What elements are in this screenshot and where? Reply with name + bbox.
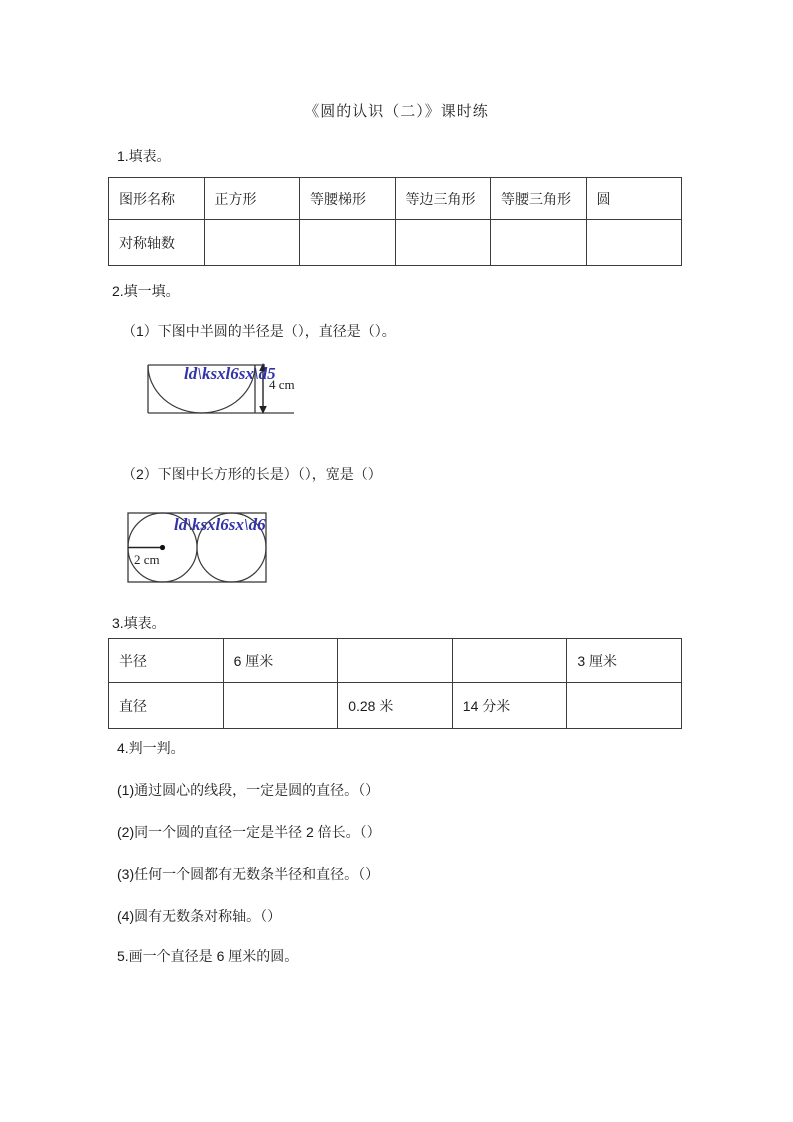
- table-cell-circle: 圆: [586, 178, 682, 220]
- table-cell-isosceles-trapezoid: 等腰梯形: [300, 178, 396, 220]
- table-cell-blank: [223, 683, 338, 729]
- table-cell-radius-value: 3 厘米: [567, 639, 682, 683]
- radius-dimension-label: 2 cm: [134, 552, 160, 567]
- table-cell-equilateral-triangle: 等边三角形: [395, 178, 491, 220]
- question-2-2: （2）下图中长方形的长是）（），宽是（）: [122, 466, 382, 482]
- two-circles-figure: [126, 508, 278, 586]
- table-cell-blank: [567, 683, 682, 729]
- table-row: [109, 178, 682, 220]
- table-cell-blank: [452, 639, 567, 683]
- section-5-label: 5.画一个直径是 6 厘米的圆。: [117, 948, 299, 964]
- table-cell-blank: [300, 220, 396, 266]
- section-1-label: 1.填表。: [117, 148, 171, 164]
- watermark-text: ld\ksxl6sx\d6: [174, 515, 266, 534]
- table-row: [109, 220, 682, 266]
- table-row: [109, 639, 682, 683]
- judge-item-3: (3)任何一个圆都有无数条半径和直径。（）: [117, 866, 380, 882]
- table-cell-blank: [586, 220, 682, 266]
- watermark-text: ld\ksxl6sx\d5: [184, 364, 276, 383]
- table-cell-diameter-label: 直径: [109, 683, 224, 729]
- semicircle-figure: [146, 358, 311, 420]
- table-row: [109, 683, 682, 729]
- table-cell-isosceles-triangle: 等腰三角形: [491, 178, 587, 220]
- table-cell-radius-value: 6 厘米: [223, 639, 338, 683]
- section-4-label: 4.判一判。: [117, 740, 185, 756]
- table-cell-blank: [491, 220, 587, 266]
- height-dimension-label: 4 cm: [269, 377, 295, 392]
- table-cell-blank: [395, 220, 491, 266]
- symmetry-axes-table: [108, 177, 682, 266]
- circle-center-dot: [160, 545, 165, 550]
- table-cell-square: 正方形: [204, 178, 300, 220]
- page-title: 《圆的认识（二）》课时练: [304, 103, 489, 120]
- judge-item-1: (1)通过圆心的线段，一定是圆的直径。（）: [117, 782, 380, 798]
- section-2-label: 2.填一填。: [112, 283, 180, 299]
- table-cell-axes-count-label: 对称轴数: [109, 220, 205, 266]
- table-cell-blank: [338, 639, 453, 683]
- table-cell-radius-label: 半径: [109, 639, 224, 683]
- table-cell-shape-name-header: 图形名称: [109, 178, 205, 220]
- judge-item-4: (4)圆有无数条对称轴。（）: [117, 908, 282, 924]
- radius-diameter-table: [108, 638, 682, 729]
- table-cell-diameter-value: 14 分米: [452, 683, 567, 729]
- section-3-label: 3.填表。: [112, 615, 166, 631]
- table-cell-diameter-value: 0.28 米: [338, 683, 453, 729]
- judge-item-2: (2)同一个圆的直径一定是半径 2 倍长。（）: [117, 824, 381, 840]
- question-2-1: （1）下图中半圆的半径是（），直径是（）。: [122, 323, 396, 339]
- table-cell-blank: [204, 220, 300, 266]
